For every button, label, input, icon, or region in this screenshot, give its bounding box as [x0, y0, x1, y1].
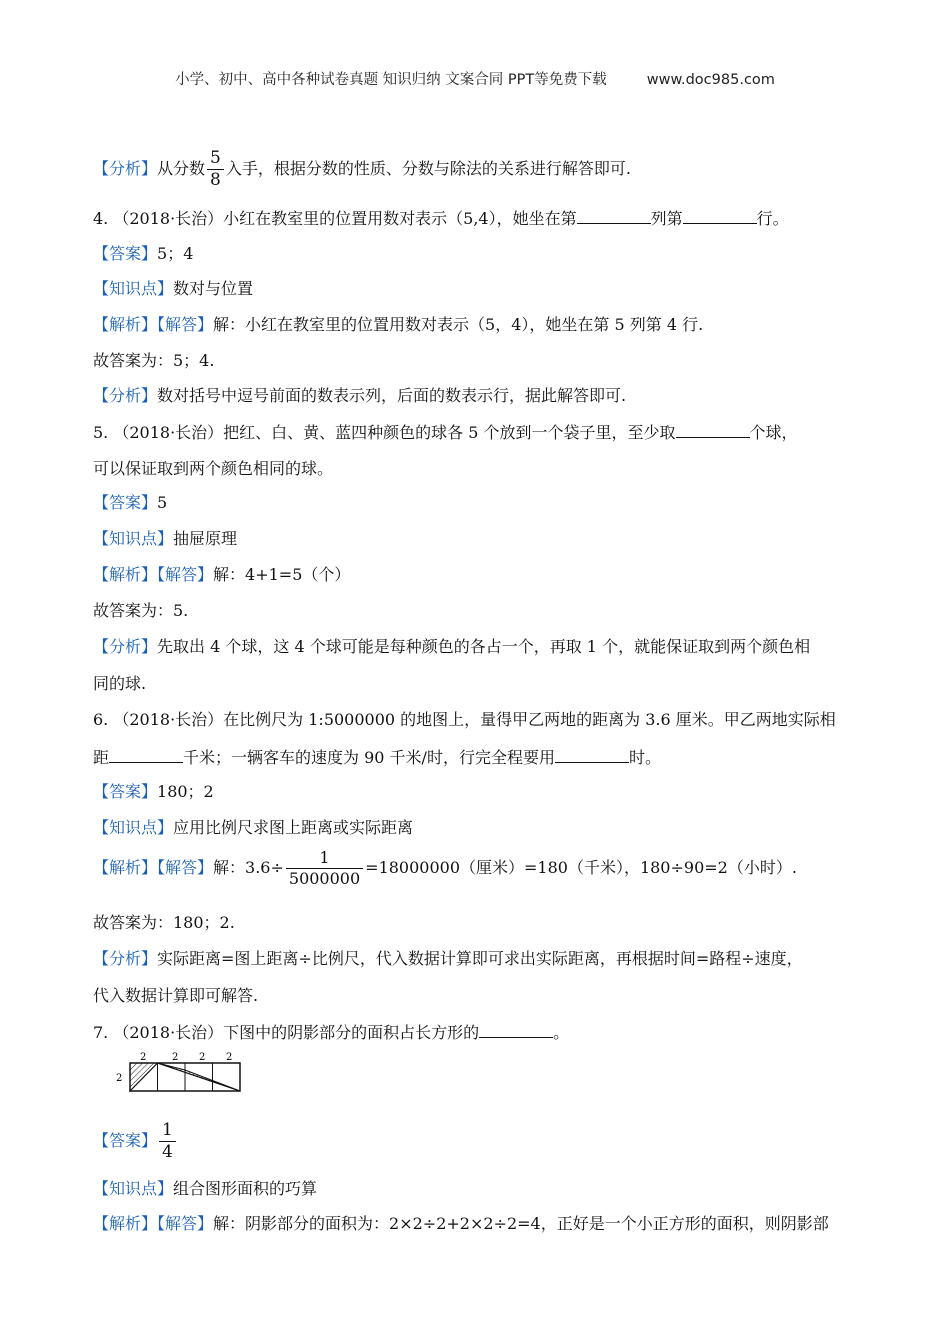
- header-title: 小学、初中、高中各种试卷真题 知识归纳 文案合同 PPT等免费下载: [175, 72, 607, 88]
- q5-knowledge: 【知识点】抽屉原理: [93, 529, 238, 548]
- q6-analysis-line2: 代入数据计算即可解答.: [93, 986, 259, 1005]
- answer-blank[interactable]: [676, 421, 750, 438]
- figure-label: 2: [116, 1073, 123, 1084]
- q6-knowledge: 【知识点】应用比例尺求图上距离或实际距离: [93, 818, 414, 837]
- rectangle-figure: [110, 1050, 250, 1110]
- fraction-1-5000000: $\frac{1}{5000000}$: [286, 850, 363, 887]
- q4-knowledge: 【知识点】数对与位置: [93, 279, 254, 298]
- q4-question: 4. （2018·长治）小红在教室里的位置用数对表示（5,4），她坐在第 列第 行。: [93, 209, 789, 228]
- q5-analysis-line2: 同的球.: [93, 674, 147, 693]
- q6-question-line2: 距 千米；一辆客车的速度为 90 千米/时，行完全程要用 时。: [93, 748, 661, 767]
- q4-final: 故答案为：5；4.: [93, 351, 215, 370]
- fraction-5-8: $\frac{5}{8}$: [207, 150, 224, 189]
- answer-blank[interactable]: [479, 1021, 553, 1038]
- answer-blank[interactable]: [109, 746, 183, 763]
- page-header: [0, 68, 950, 89]
- figure-label: 2: [172, 1052, 179, 1063]
- q6-answer: 【答案】180；2: [93, 782, 214, 801]
- q4-analysis: 【分析】数对括号中逗号前面的数表示列，后面的数表示行，据此解答即可.: [93, 386, 627, 405]
- q6-analysis: 【分析】实际距离=图上距离÷比例尺，代入数据计算即可求出实际距离，再根据时间=路程÷速度，: [93, 949, 803, 968]
- q4-solution: 【解析】【解答】解：小红在教室里的位置用数对表示（5，4），她坐在第 5 列第 4 行.: [93, 315, 704, 334]
- q5-solution: 【解析】【解答】解：4+1=5（个）: [93, 565, 351, 584]
- answer-blank[interactable]: [683, 207, 757, 224]
- q5-analysis: 【分析】先取出 4 个球，这 4 个球可能是每种颜色的各占一个，再取 1 个，就能保证取到两个颜色相: [93, 637, 811, 656]
- q7-solution: 【解析】【解答】解：阴影部分的面积为：2×2÷2+2×2÷2=4，正好是一个小正方形的面积，则阴影部: [93, 1214, 829, 1233]
- answer-blank[interactable]: [555, 746, 629, 763]
- q5-answer: 【答案】5: [93, 493, 168, 512]
- q5-final: 故答案为：5.: [93, 601, 189, 620]
- top-analysis: 【分析】从分数 $\frac{5}{8}$ 入手，根据分数的性质、分数与除法的关系进行解答即可.: [93, 148, 631, 190]
- q6-final: 故答案为：180；2.: [93, 913, 235, 932]
- q7-question: 7. （2018·长治）下图中的阴影部分的面积占长方形的 。: [93, 1023, 570, 1042]
- analysis-tag: 【分析】: [93, 159, 158, 178]
- figure-label: 2: [140, 1052, 147, 1063]
- header-site: www.doc985.com: [646, 72, 775, 88]
- figure-label: 2: [199, 1052, 206, 1063]
- fraction-1-4: $\frac{1}{4}$: [159, 1122, 176, 1161]
- q6-question: 6. （2018·长治）在比例尺为 1:5000000 的地图上，量得甲乙两地的距离为 3.6 厘米。甲乙两地实际相: [93, 710, 836, 729]
- q4-answer: 【答案】5；4: [93, 244, 194, 263]
- answer-blank[interactable]: [577, 207, 651, 224]
- q7-answer: 【答案】 $\frac{1}{4}$: [93, 1122, 178, 1161]
- q6-solution: 【解析】【解答】解：3.6÷ $\frac{1}{5000000}$ =18000000（厘米）=180（千米），180÷90=2（小时）.: [93, 848, 797, 888]
- q5-question: 5. （2018·长治）把红、白、黄、蓝四种颜色的球各 5 个放到一个袋子里，至少取 个球，: [93, 423, 798, 442]
- figure-label: 2: [226, 1052, 233, 1063]
- q7-knowledge: 【知识点】组合图形面积的巧算: [93, 1179, 318, 1198]
- q5-question-line2: 可以保证取到两个颜色相同的球。: [93, 459, 334, 478]
